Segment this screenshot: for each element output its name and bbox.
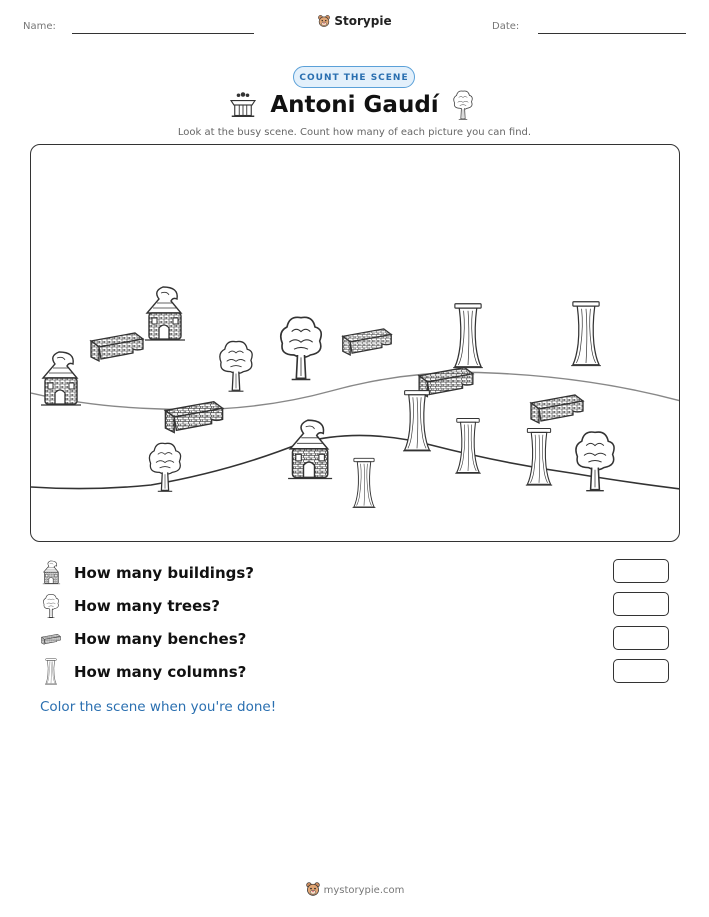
column [453,304,483,368]
gaudi-house [41,352,81,405]
column-icon [44,658,58,686]
name-label: Name: [23,21,56,32]
tree-icon [452,89,474,121]
answer-box-buildings[interactable] [613,559,669,583]
brand-name: Storypie [334,14,392,28]
bear-face-icon [317,14,331,28]
answer-box-trees[interactable] [613,592,669,616]
question-row [40,659,246,685]
worksheet-tag: COUNT THE SCENE [293,66,415,88]
question-label: How many trees? [74,597,220,615]
closing-instruction: Color the scene when you're done! [40,699,277,715]
footer-url[interactable]: mystorypie.com [323,885,405,896]
footer [0,881,709,897]
scene-illustration [31,145,680,542]
question-label: How many columns? [74,663,247,681]
date-line[interactable] [538,33,686,34]
column [526,429,552,486]
mosaic-bench [165,402,222,433]
date-label: Date: [492,21,520,32]
question-label: How many benches? [74,630,247,648]
column [571,302,601,366]
mosaic-bench-icon [40,631,62,647]
answer-box-columns[interactable] [613,659,669,683]
column [455,419,481,474]
question-row [40,560,254,586]
question-row [40,593,220,619]
scene-frame [30,144,680,542]
tree [220,341,252,391]
answer-box-benches[interactable] [613,626,669,650]
mosaic-bench [343,329,392,355]
tree-icon [42,593,60,619]
column [403,391,431,451]
tree [281,317,321,379]
name-line[interactable] [72,33,254,34]
bear-face-icon [305,881,321,897]
instructions: Look at the busy scene. Count how many of each picture you can find. [177,127,532,138]
brand [0,14,709,28]
mosaic-bench [531,395,583,423]
gaudi-house [145,287,185,340]
mosaic-bench [91,333,143,361]
question-row [40,626,246,652]
gaudi-house [288,420,332,478]
question-label: How many buildings? [74,564,254,582]
gaudi-house-icon [40,560,62,586]
column [353,458,376,507]
page-title: Antoni Gaudí [270,92,439,118]
tree [576,432,614,491]
